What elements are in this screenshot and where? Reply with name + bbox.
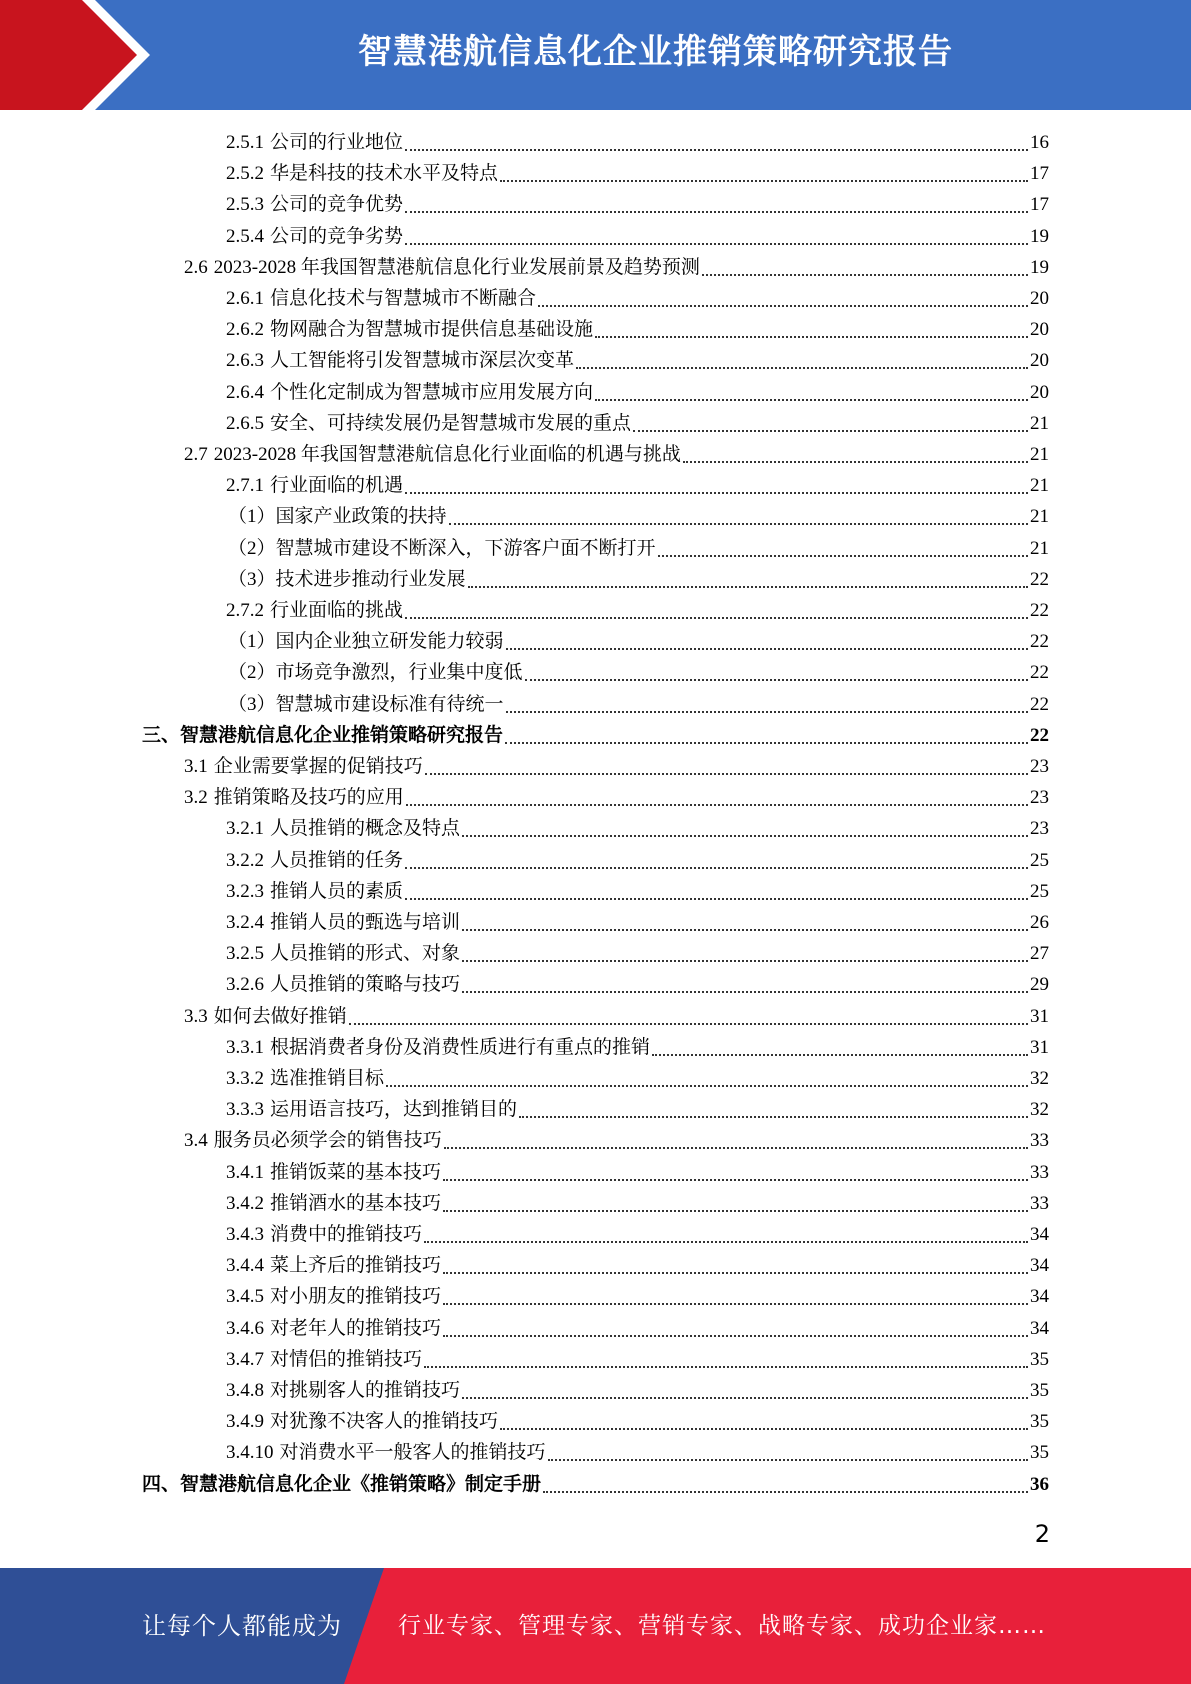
toc-entry-label: 消费中的推销技巧 bbox=[270, 1224, 423, 1245]
toc-dot-leader bbox=[505, 742, 1028, 744]
toc-entry-label: 公司的行业地位 bbox=[270, 132, 404, 153]
toc-dot-leader bbox=[462, 835, 1028, 837]
toc-dot-leader bbox=[525, 679, 1028, 681]
toc-dot-leader bbox=[444, 1147, 1028, 1149]
toc-entry-label: 信息化技术与智慧城市不断融合 bbox=[270, 288, 537, 309]
toc-dot-leader bbox=[405, 243, 1028, 245]
toc-entry-label: 运用语言技巧，达到推销目的 bbox=[270, 1099, 518, 1121]
toc-entry[interactable] bbox=[184, 252, 1049, 283]
toc-entry-number: 2.5.1 bbox=[226, 132, 264, 153]
toc-entry-label: 推销人员的素质 bbox=[270, 880, 404, 902]
toc-entry[interactable] bbox=[184, 1001, 1049, 1032]
toc-entry-number: 2.6 bbox=[184, 256, 208, 278]
toc-entry-page: 25 bbox=[1030, 880, 1049, 902]
toc-entry-number: 2.6.4 bbox=[226, 381, 264, 403]
toc-entry-label: 三、智慧港航信息化企业推销策略研究报告 bbox=[142, 724, 504, 746]
toc-entry-number: 3.2.5 bbox=[226, 943, 264, 965]
toc-entry-number: 3.4.1 bbox=[226, 1161, 264, 1183]
toc-entry-label: （3）智慧城市建设标准有待统一 bbox=[228, 693, 504, 715]
toc-entry-number: 3.2 bbox=[184, 787, 208, 809]
toc-dot-leader bbox=[424, 1241, 1028, 1243]
toc-entry-page: 33 bbox=[1030, 1161, 1049, 1183]
toc-entry[interactable] bbox=[226, 189, 1049, 220]
toc-entry-page: 20 bbox=[1030, 350, 1049, 372]
toc-entry-page: 23 bbox=[1030, 818, 1049, 840]
toc-entry[interactable] bbox=[184, 1125, 1049, 1156]
toc-entry-number: 2.5.4 bbox=[226, 225, 264, 247]
toc-entry-page: 23 bbox=[1030, 787, 1049, 809]
toc-entry[interactable] bbox=[226, 813, 1049, 844]
toc-entry-number: 3.2.2 bbox=[226, 849, 264, 871]
toc-entry-page: 20 bbox=[1030, 381, 1049, 403]
toc-entry-number: 2.6.2 bbox=[226, 319, 264, 341]
toc-entry-label: 服务员必须学会的销售技巧 bbox=[213, 1130, 442, 1152]
toc-entry[interactable] bbox=[226, 938, 1049, 969]
toc-dot-leader bbox=[595, 399, 1028, 401]
toc-entry[interactable] bbox=[226, 408, 1049, 439]
toc-dot-leader bbox=[543, 1491, 1028, 1493]
page-header bbox=[0, 0, 1191, 110]
toc-entry-label: 人员推销的任务 bbox=[270, 849, 404, 871]
toc-entry-number: 3.2.3 bbox=[226, 880, 264, 902]
toc-entry-page: 34 bbox=[1030, 1224, 1049, 1245]
toc-entry[interactable] bbox=[228, 626, 1049, 657]
page-footer bbox=[0, 1568, 1191, 1684]
toc-entry[interactable] bbox=[226, 845, 1049, 876]
toc-entry-label: 华是科技的技术水平及特点 bbox=[270, 163, 499, 185]
toc-entry[interactable] bbox=[226, 158, 1049, 189]
toc-entry[interactable] bbox=[226, 1375, 1049, 1406]
page-number: 2 bbox=[1034, 1520, 1050, 1548]
toc-entry[interactable] bbox=[228, 657, 1049, 688]
toc-entry-number: 2.7.1 bbox=[226, 475, 264, 497]
toc-entry[interactable] bbox=[226, 345, 1049, 376]
toc-entry[interactable] bbox=[226, 314, 1049, 345]
toc-entry-page: 26 bbox=[1030, 912, 1049, 933]
toc-entry-page: 21 bbox=[1030, 506, 1049, 528]
toc-entry-page: 31 bbox=[1030, 1036, 1049, 1058]
toc-entry-label: 对挑剔客人的推销技巧 bbox=[270, 1380, 461, 1401]
toc-entry-number: 2.5.3 bbox=[226, 194, 264, 216]
toc-dot-leader bbox=[576, 367, 1028, 369]
toc-entry-label: 人工智能将引发智慧城市深层次变革 bbox=[270, 350, 575, 372]
toc-entry-page: 35 bbox=[1030, 1442, 1049, 1464]
toc-entry-label: 推销人员的甄选与培训 bbox=[270, 912, 461, 933]
toc-entry-label: 2023-2028 年我国智慧港航信息化行业面临的机遇与挑战 bbox=[213, 444, 681, 465]
toc-entry-label: 人员推销的形式、对象 bbox=[270, 943, 461, 965]
toc-entry-page: 34 bbox=[1030, 1286, 1049, 1308]
toc-entry-label: 对消费水平一般客人的推销技巧 bbox=[279, 1442, 546, 1464]
toc-dot-leader bbox=[349, 1023, 1028, 1025]
toc-entry-page: 33 bbox=[1030, 1130, 1049, 1152]
toc-entry-page: 29 bbox=[1030, 974, 1049, 996]
toc-entry-number: 3.4.4 bbox=[226, 1255, 264, 1277]
toc-dot-leader bbox=[405, 492, 1028, 494]
toc-entry-page: 22 bbox=[1030, 600, 1049, 621]
toc-entry-label: 个性化定制成为智慧城市应用发展方向 bbox=[270, 381, 594, 403]
toc-entry-page: 32 bbox=[1030, 1099, 1049, 1121]
toc-entry[interactable] bbox=[228, 533, 1049, 564]
toc-entry-page: 34 bbox=[1030, 1255, 1049, 1277]
toc-entry-number: 3.4.10 bbox=[226, 1442, 274, 1464]
toc-entry-number: 3.4.8 bbox=[226, 1380, 264, 1401]
toc-entry-page: 33 bbox=[1030, 1192, 1049, 1214]
toc-entry[interactable] bbox=[226, 969, 1049, 1000]
toc-entry-page: 17 bbox=[1030, 194, 1049, 216]
toc-dot-leader bbox=[500, 1428, 1028, 1430]
toc-entry-label: 推销策略及技巧的应用 bbox=[213, 787, 404, 809]
toc-dot-leader bbox=[449, 523, 1028, 525]
toc-entry[interactable] bbox=[184, 751, 1049, 782]
footer-slogan-right: 行业专家、管理专家、营销专家、战略专家、成功企业家…… bbox=[398, 1613, 1046, 1639]
toc-dot-leader bbox=[683, 461, 1028, 463]
toc-dot-leader bbox=[386, 1085, 1028, 1087]
toc-dot-leader bbox=[462, 929, 1028, 931]
toc-dot-leader bbox=[702, 274, 1028, 276]
toc-entry[interactable] bbox=[226, 1063, 1049, 1094]
toc-dot-leader bbox=[462, 991, 1028, 993]
toc-entry[interactable] bbox=[226, 1281, 1049, 1312]
toc-entry[interactable] bbox=[184, 782, 1049, 813]
toc-entry-label: 如何去做好推销 bbox=[213, 1005, 347, 1027]
toc-dot-leader bbox=[405, 617, 1028, 619]
toc-entry-label: （2）智慧城市建设不断深入，下游客户面不断打开 bbox=[228, 537, 656, 559]
toc-entry-label: 推销饭菜的基本技巧 bbox=[270, 1161, 442, 1183]
toc-entry-number: 2.6.3 bbox=[226, 350, 264, 372]
toc-entry[interactable] bbox=[226, 1188, 1049, 1219]
toc-entry[interactable] bbox=[226, 907, 1049, 938]
toc-dot-leader bbox=[443, 1303, 1028, 1305]
toc-entry-page: 32 bbox=[1030, 1068, 1049, 1089]
toc-entry-page: 22 bbox=[1030, 724, 1049, 746]
toc-entry[interactable] bbox=[226, 1250, 1049, 1281]
toc-dot-leader bbox=[519, 1116, 1028, 1118]
toc-entry-number: 3.4.5 bbox=[226, 1286, 264, 1308]
toc-entry-label: 行业面临的挑战 bbox=[270, 600, 404, 621]
toc-entry-page: 35 bbox=[1030, 1348, 1049, 1370]
toc-dot-leader bbox=[462, 960, 1028, 962]
toc-entry-page: 19 bbox=[1030, 256, 1049, 278]
toc-entry-page: 35 bbox=[1030, 1380, 1049, 1401]
toc-entry-label: 人员推销的策略与技巧 bbox=[270, 974, 461, 996]
toc-entry-label: 对老年人的推销技巧 bbox=[270, 1317, 442, 1339]
toc-entry-number: 3.2.6 bbox=[226, 974, 264, 996]
toc-dot-leader bbox=[405, 867, 1028, 869]
toc-entry-number: 3.4.2 bbox=[226, 1192, 264, 1214]
toc-entry[interactable] bbox=[226, 595, 1049, 626]
toc-dot-leader bbox=[652, 1054, 1028, 1056]
toc-entry-page: 21 bbox=[1030, 412, 1049, 434]
footer-slogan-left: 让每个人都能成为 bbox=[142, 1612, 342, 1640]
toc-entry-number: 3.4.7 bbox=[226, 1348, 264, 1370]
toc-dot-leader bbox=[443, 1210, 1028, 1212]
toc-entry-page: 22 bbox=[1030, 568, 1049, 590]
toc-entry-label: 对犹豫不决客人的推销技巧 bbox=[270, 1411, 499, 1433]
toc-entry-page: 22 bbox=[1030, 693, 1049, 715]
toc-entry-label: （3）技术进步推动行业发展 bbox=[228, 568, 466, 590]
toc-dot-leader bbox=[424, 1366, 1028, 1368]
toc-entry-label: 对小朋友的推销技巧 bbox=[270, 1286, 442, 1308]
toc-entry[interactable] bbox=[226, 283, 1049, 314]
toc-dot-leader bbox=[462, 1397, 1028, 1399]
toc-dot-leader bbox=[500, 180, 1028, 182]
toc-dot-leader bbox=[595, 336, 1028, 338]
toc-entry-number: 3.4 bbox=[184, 1130, 208, 1152]
toc-entry[interactable] bbox=[226, 1032, 1049, 1063]
toc-entry-number: 3.4.3 bbox=[226, 1224, 264, 1245]
toc-entry-page: 25 bbox=[1030, 849, 1049, 871]
toc-entry[interactable] bbox=[226, 1094, 1049, 1125]
toc-entry-label: 安全、可持续发展仍是智慧城市发展的重点 bbox=[270, 412, 632, 434]
toc-dot-leader bbox=[538, 305, 1028, 307]
toc-dot-leader bbox=[443, 1335, 1028, 1337]
toc-entry-number: 2.7.2 bbox=[226, 600, 264, 621]
toc-entry-page: 34 bbox=[1030, 1317, 1049, 1339]
toc-entry-label: 物网融合为智慧城市提供信息基础设施 bbox=[270, 319, 594, 341]
toc-entry[interactable] bbox=[142, 1469, 1049, 1500]
toc-entry-number: 3.4.6 bbox=[226, 1317, 264, 1339]
toc-entry[interactable] bbox=[228, 689, 1049, 720]
toc-entry-page: 22 bbox=[1030, 631, 1049, 653]
toc-entry-page: 20 bbox=[1030, 288, 1049, 309]
toc-entry[interactable] bbox=[226, 470, 1049, 501]
toc-entry[interactable] bbox=[226, 1344, 1049, 1375]
toc-entry-page: 19 bbox=[1030, 225, 1049, 247]
toc-entry-label: 公司的竞争劣势 bbox=[270, 225, 404, 247]
toc-entry-label: 四、智慧港航信息化企业《推销策略》制定手册 bbox=[142, 1473, 542, 1495]
toc-entry-label: 选准推销目标 bbox=[270, 1068, 385, 1089]
toc-dot-leader bbox=[406, 804, 1028, 806]
toc-dot-leader bbox=[548, 1459, 1028, 1461]
toc-entry-page: 31 bbox=[1030, 1005, 1049, 1027]
toc-dot-leader bbox=[468, 586, 1028, 588]
toc-dot-leader bbox=[633, 430, 1028, 432]
toc-entry-number: 3.2.4 bbox=[226, 912, 264, 933]
toc-entry-page: 36 bbox=[1030, 1473, 1049, 1495]
toc-entry[interactable] bbox=[226, 1157, 1049, 1188]
toc-dot-leader bbox=[405, 149, 1028, 151]
toc-entry-label: 企业需要掌握的促销技巧 bbox=[213, 756, 423, 777]
toc-dot-leader bbox=[506, 648, 1028, 650]
toc-entry[interactable] bbox=[226, 1219, 1049, 1250]
toc-entry-page: 21 bbox=[1030, 444, 1049, 465]
toc-entry-page: 35 bbox=[1030, 1411, 1049, 1433]
toc-entry-number: 3.2.1 bbox=[226, 818, 264, 840]
toc-entry-label: 2023-2028 年我国智慧港航信息化行业发展前景及趋势预测 bbox=[213, 256, 700, 278]
toc-entry-label: 人员推销的概念及特点 bbox=[270, 818, 461, 840]
toc-dot-leader bbox=[506, 711, 1028, 713]
toc-entry-page: 22 bbox=[1030, 662, 1049, 684]
toc-entry-page: 21 bbox=[1030, 537, 1049, 559]
toc-entry[interactable] bbox=[226, 1406, 1049, 1437]
toc-entry-label: 根据消费者身份及消费性质进行有重点的推销 bbox=[270, 1036, 651, 1058]
toc-entry[interactable] bbox=[142, 720, 1049, 751]
toc-entry-page: 23 bbox=[1030, 756, 1049, 777]
toc-entry[interactable] bbox=[226, 221, 1049, 252]
toc-dot-leader bbox=[443, 1179, 1028, 1181]
toc-entry-label: 推销酒水的基本技巧 bbox=[270, 1192, 442, 1214]
toc-entry-number: 3.3.3 bbox=[226, 1099, 264, 1121]
toc-entry[interactable] bbox=[226, 876, 1049, 907]
toc-entry-number: 3.3.2 bbox=[226, 1068, 264, 1089]
toc-entry-page: 27 bbox=[1030, 943, 1049, 965]
toc-dot-leader bbox=[425, 773, 1028, 775]
toc-entry-label: （2）市场竞争激烈，行业集中度低 bbox=[228, 662, 523, 684]
toc-entry-page: 16 bbox=[1030, 132, 1049, 153]
toc-entry[interactable] bbox=[228, 564, 1049, 595]
toc-entry-number: 2.7 bbox=[184, 444, 208, 465]
toc-dot-leader bbox=[443, 1272, 1028, 1274]
toc-dot-leader bbox=[405, 211, 1028, 213]
toc-entry[interactable] bbox=[184, 439, 1049, 470]
toc-dot-leader bbox=[658, 555, 1028, 557]
toc-entry-number: 2.6.1 bbox=[226, 288, 264, 309]
toc-entry-page: 17 bbox=[1030, 163, 1049, 185]
toc-entry-number: 3.1 bbox=[184, 756, 208, 777]
toc-entry-label: 菜上齐后的推销技巧 bbox=[270, 1255, 442, 1277]
toc-entry-label: 对情侣的推销技巧 bbox=[270, 1348, 423, 1370]
toc-entry[interactable] bbox=[226, 127, 1049, 158]
toc-entry[interactable] bbox=[226, 377, 1049, 408]
toc-entry[interactable] bbox=[226, 1313, 1049, 1344]
toc-entry[interactable] bbox=[226, 1437, 1049, 1468]
toc-entry-page: 20 bbox=[1030, 319, 1049, 341]
toc-entry-label: 行业面临的机遇 bbox=[270, 475, 404, 497]
toc-entry-page: 21 bbox=[1030, 475, 1049, 497]
toc-entry-label: （1）国家产业政策的扶持 bbox=[228, 506, 447, 528]
toc-entry-number: 3.3 bbox=[184, 1005, 208, 1027]
toc-entry-label: 公司的竞争优势 bbox=[270, 194, 404, 216]
toc-entry-number: 2.5.2 bbox=[226, 163, 264, 185]
header-title: 智慧港航信息化企业推销策略研究报告 bbox=[358, 32, 953, 72]
toc-entry-number: 3.3.1 bbox=[226, 1036, 264, 1058]
toc-dot-leader bbox=[405, 898, 1028, 900]
toc-entry[interactable] bbox=[228, 501, 1049, 532]
toc-entry-number: 2.6.5 bbox=[226, 412, 264, 434]
toc-entry-number: 3.4.9 bbox=[226, 1411, 264, 1433]
toc-entry-label: （1）国内企业独立研发能力较弱 bbox=[228, 631, 504, 653]
